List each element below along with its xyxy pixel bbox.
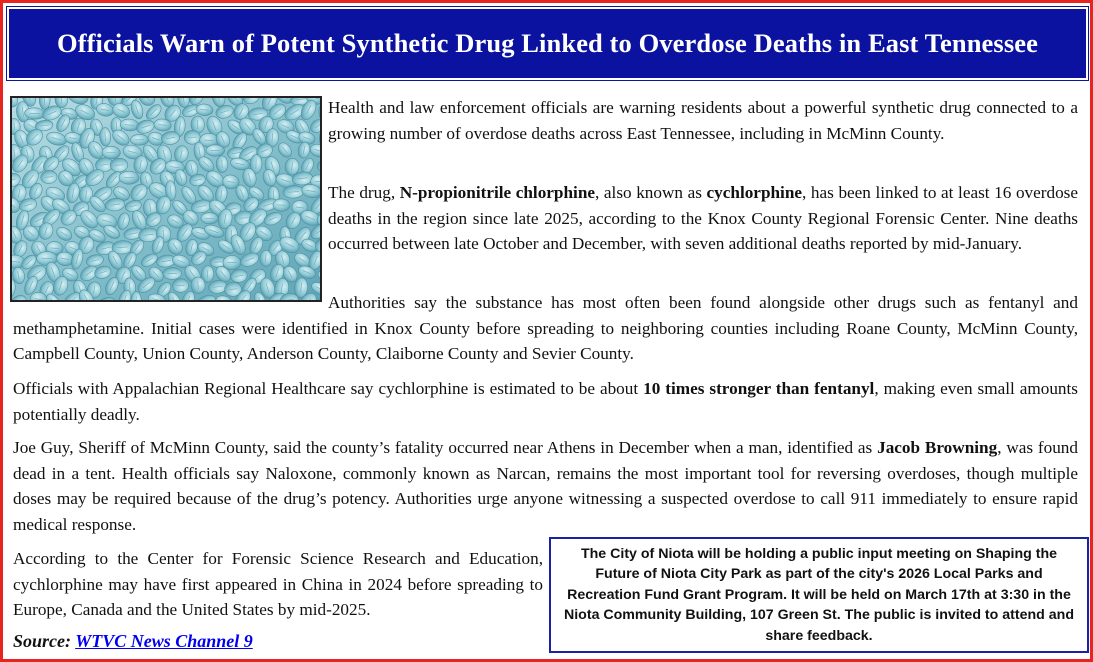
victim-name-bold: Jacob Browning — [877, 438, 998, 457]
paragraph-spread: Authorities say the substance has most often been found alongside other drugs such as fentanyl and methamphetamine. Initial cases were identified in Knox County before spreading to neighboring counties including Roane County, McMinn County, Campbell County, Union County, Anderson County, Claiborne County and Sevier County. — [13, 293, 1078, 364]
paragraph-drug-d: , has been linked to at least 16 overdose deaths in the region since late 2025, according to the Knox County Regional Forensic Center. Nine deaths occurred between late October and December, with seven additional deaths reported by mid-January. — [328, 183, 1078, 254]
pill-shape — [260, 250, 272, 267]
potency-bold: 10 times stronger than fentanyl — [643, 379, 875, 398]
pill-shape — [201, 213, 219, 225]
drug-name-bold: N-propionitrile chlorphine — [399, 183, 596, 202]
pill-shape — [223, 256, 241, 270]
paragraph-drug-a: The drug, — [328, 183, 400, 202]
source-link[interactable]: WTVC News Channel 9 — [75, 631, 253, 651]
source-line — [13, 631, 253, 652]
paragraph-potency — [13, 376, 1078, 427]
pill-shape — [163, 267, 182, 279]
paragraph-sheriff — [13, 435, 1078, 537]
pill-shape — [216, 156, 228, 173]
paragraph-intro: Health and law enforcement officials are warning residents about a powerful synthetic drug connected to a growing number of overdose deaths across East Tennessee, including in McMinn County. — [328, 98, 1078, 143]
paragraph-potency-a: Officials with Appalachian Regional Healthcare say cychlorphine is estimated to be about — [13, 379, 644, 398]
pill-shape — [206, 145, 225, 157]
paragraph-sheriff-a: Joe Guy, Sheriff of McMinn County, said the county’s fatality occurred near Athens in December when a man, identified as — [13, 438, 878, 457]
paragraph-drug — [328, 180, 1078, 257]
paragraph-origin: According to the Center for Forensic Science Research and Education, cychlorphine may have first appeared in China in 2024 before spreading to Europe, Canada and the United States by mid-2025. — [13, 549, 543, 620]
drug-alias-bold: cychlorphine — [706, 183, 803, 202]
pill-shape — [130, 134, 148, 145]
pills-photo — [10, 96, 322, 302]
paragraph-sheriff-c: , was found dead in a tent. Health officials say Naloxone, commonly known as Narcan, remains the most important tool for reversing overdoses, though multiple doses may be required because of the drug’s potency. Authorities urge anyone witnessing a suspected overdose to call 911 immediately to ensure rapid medical response. — [13, 438, 1078, 534]
paragraph-drug-c: , also known as — [595, 183, 707, 202]
pill-shape — [273, 199, 290, 212]
headline: Officials Warn of Potent Synthetic Drug Linked to Overdose Deaths in East Tennessee — [57, 28, 1038, 58]
notice-text: The City of Niota will be holding a public input meeting on Shaping the Future of Niota City Park as part of the city's 2026 Local Parks and Recreation Fund Grant Program. It will be held on March 17th at 3:30 in the Niota Community Building, 107 Green St. The public is invited to attend and share feedback. — [563, 545, 1074, 644]
paragraph-potency-c: , making even small amounts potentially deadly. — [13, 379, 1078, 424]
notice-box — [549, 537, 1089, 653]
headline-banner — [7, 7, 1088, 80]
pill-shape — [119, 171, 139, 184]
source-label: Source: — [13, 631, 71, 651]
